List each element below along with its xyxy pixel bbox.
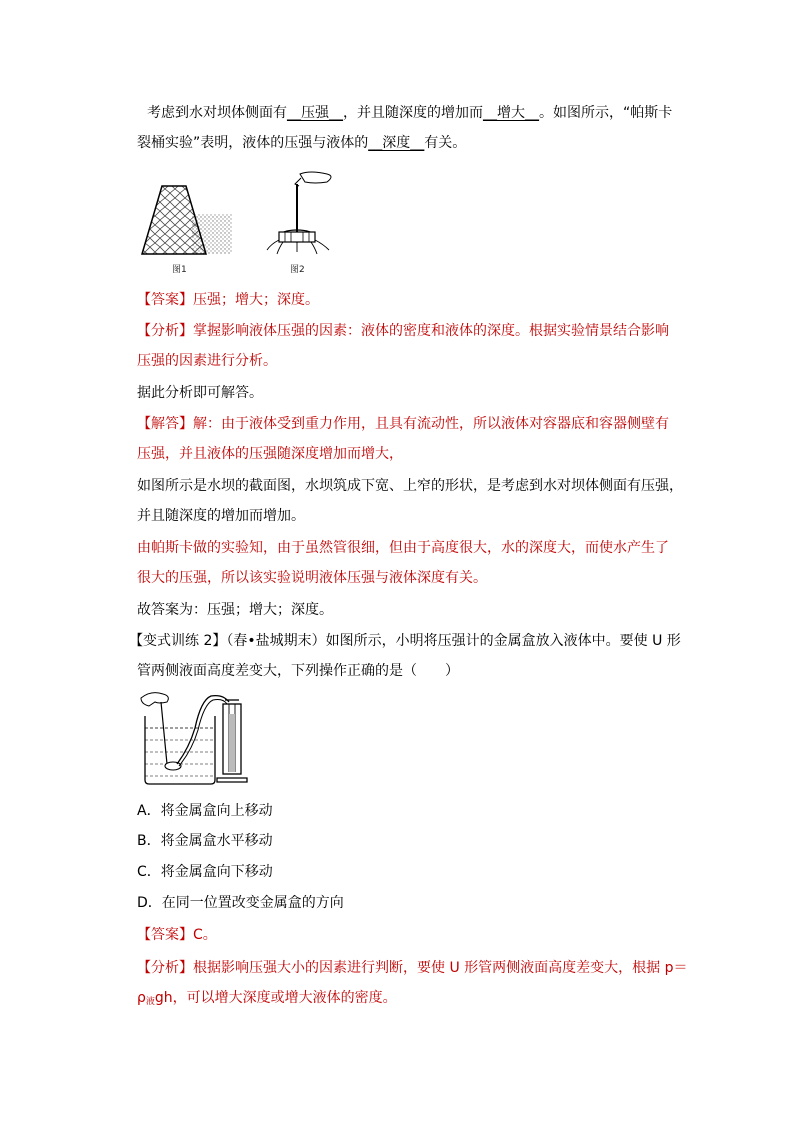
answer-label: 【答案】 xyxy=(137,292,193,308)
analysis-label: 【分析】 xyxy=(137,960,193,976)
blank-depth: __深度__ xyxy=(368,135,425,151)
solution-1-line-5: 由帕斯卡做的实验知，由于虽然管很细，但由于高度很大，水的深度大，而使水产生了 xyxy=(137,540,669,556)
option-b: B．将金属盒水平移动 xyxy=(137,833,273,849)
figure-1-caption: 图1 xyxy=(172,265,187,275)
blank-increase: __增大__ xyxy=(483,105,539,121)
solution-1-line-7: 故答案为：压强；增大；深度。 xyxy=(137,602,333,618)
answer-1: 【答案】压强；增大；深度。 xyxy=(137,292,319,308)
option-c: C．将金属盒向下移动 xyxy=(137,864,273,880)
variant-2-line-1: 【变式训练 2】（春•盐城期末）如图所示，小明将压强计的金属盒放入液体中。要使 U 形 xyxy=(129,633,681,649)
figure-2-caption: 图2 xyxy=(290,265,305,275)
analysis-2-line-1: 【分析】根据影响压强大小的因素进行判断，要使 U 形管两侧液面高度差变大，根据 p＝ xyxy=(137,960,688,976)
intro-line-1: 考虑到水对坝体侧面有__压强__，并且随深度的增加而__增大__。如图所示，“帕斯卡 xyxy=(147,105,673,121)
solution-label: 【解答】 xyxy=(137,416,193,432)
solution-1-line-6: 很大的压强，所以该实验说明液体压强与液体深度有关。 xyxy=(137,570,487,586)
variant-label: 【变式训练 2】 xyxy=(129,633,227,649)
solution-1-line-2: 压强，并且液体的压强随深度增加而增大， xyxy=(137,446,403,462)
pressure-gauge-figure xyxy=(137,688,262,788)
dam-figure xyxy=(140,180,235,260)
answer-2: 【答案】C。 xyxy=(137,927,217,943)
analysis-1-line-1: 【分析】掌握影响液体压强的因素：液体的密度和液体的深度。根据实验情景结合影响 xyxy=(137,323,669,339)
option-a: A．将金属盒向上移动 xyxy=(137,803,273,819)
blank-pressure: __压强__ xyxy=(287,105,343,121)
analysis-1-line-3: 据此分析即可解答。 xyxy=(137,385,263,401)
analysis-label: 【分析】 xyxy=(137,323,193,339)
option-d: D．在同一位置改变金属盒的方向 xyxy=(137,895,344,911)
variant-2-line-2: 管两侧液面高度差变大，下列操作正确的是（ ） xyxy=(137,663,459,679)
solution-1-line-4: 并且随深度的增加而增加。 xyxy=(137,508,305,524)
analysis-1-line-2: 压强的因素进行分析。 xyxy=(137,353,277,369)
intro-line-2: 裂桶实验”表明，液体的压强与液体的__深度__有关。 xyxy=(137,135,467,151)
pascal-barrel-figure xyxy=(265,170,345,260)
solution-1-line-3: 如图所示是水坝的截面图，水坝筑成下宽、上窄的形状，是考虑到水对坝体侧面有压强， xyxy=(137,478,683,494)
solution-1-line-1: 【解答】解：由于液体受到重力作用，且具有流动性，所以液体对容器底和容器侧壁有 xyxy=(137,416,669,432)
answer-label: 【答案】 xyxy=(137,927,193,943)
analysis-2-line-2: $\rho_液gh$，可以增大深度或增大液体的密度。 xyxy=(137,990,397,1007)
